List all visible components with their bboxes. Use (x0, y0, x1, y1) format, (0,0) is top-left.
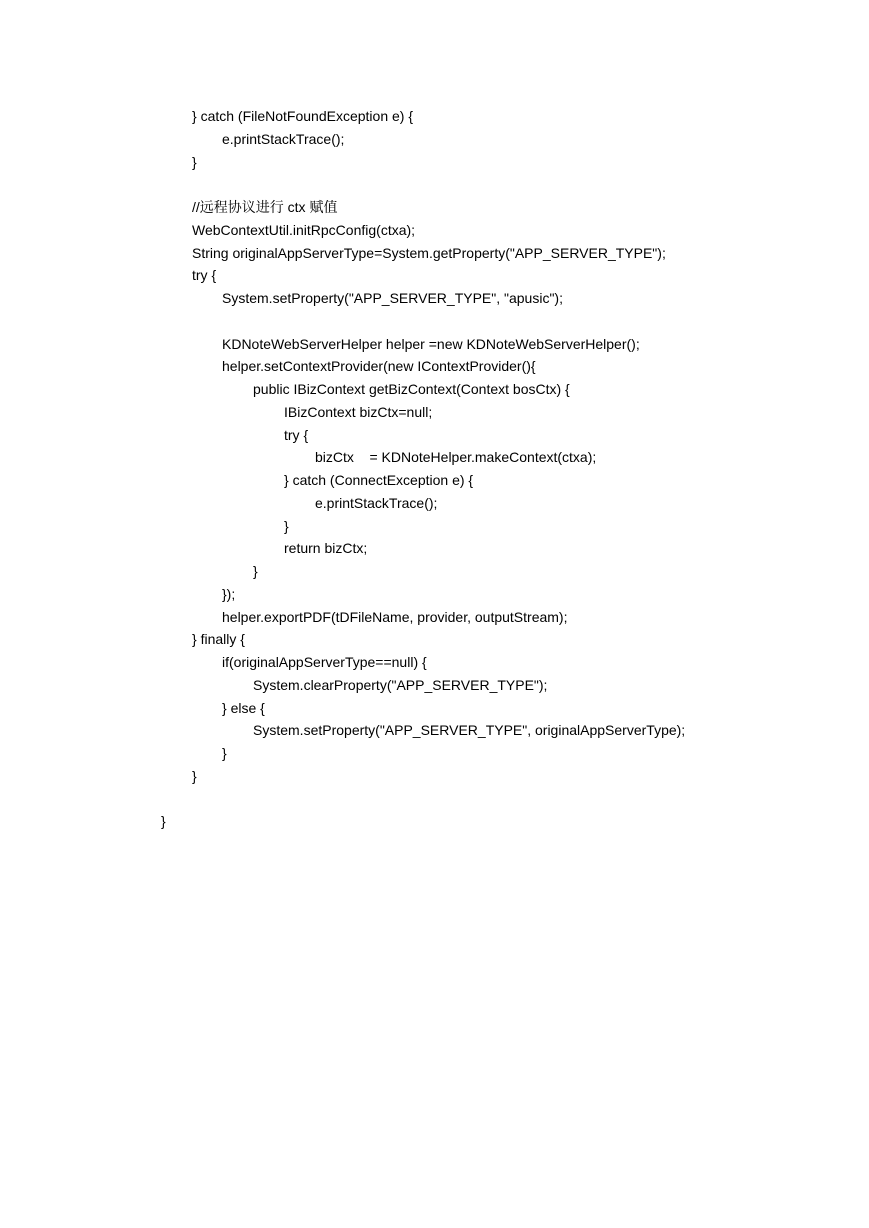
code-line (0, 333, 869, 356)
code-line-text: KDNoteWebServerHelper helper =new KDNoteWebServerHelper(); (222, 335, 640, 352)
code-line-text: bizCtx = KDNoteHelper.makeContext(ctxa); (315, 449, 597, 466)
code-line (0, 628, 869, 651)
code-line-text: } (284, 517, 289, 534)
code-line (0, 151, 869, 174)
code-line-text: System.setProperty("APP_SERVER_TYPE", "apusic"); (222, 290, 563, 306)
code-line (0, 355, 869, 378)
code-line-text: public IBizContext getBizContext(Context bosCtx) { (253, 381, 570, 397)
code-line-text: System.clearProperty("APP_SERVER_TYPE"); (253, 676, 548, 693)
code-line-text: IBizContext bizCtx=null; (284, 403, 433, 420)
code-line (0, 219, 869, 242)
code-line-text: }); (222, 585, 236, 602)
code-line (0, 105, 869, 128)
code-line-text: System.setProperty("APP_SERVER_TYPE", originalAppServerType); (253, 722, 686, 739)
code-line-text: } catch (ConnectException e) { (284, 472, 474, 488)
code-line-text: } (192, 153, 197, 170)
code-line (0, 515, 869, 538)
code-line-text: String originalAppServerType=System.getProperty("APP_SERVER_TYPE"); (192, 244, 666, 261)
code-block (0, 105, 869, 833)
code-line (0, 196, 869, 219)
code-line-text: } else { (222, 699, 265, 716)
code-line-text: try { (284, 426, 309, 443)
code-line-text: } (161, 813, 166, 830)
code-line-text: helper.exportPDF(tDFileName, provider, outputStream); (222, 608, 568, 625)
code-line-text: WebContextUtil.initRpcConfig(ctxa); (192, 221, 416, 238)
code-line (0, 651, 869, 674)
code-line (0, 424, 869, 447)
code-line-text: } (222, 745, 227, 761)
code-line (0, 401, 869, 424)
code-line (0, 310, 869, 333)
code-line (0, 742, 869, 765)
code-line-text: //远程协议进行 ctx 赋值 (192, 199, 338, 215)
code-line-text: e.printStackTrace(); (222, 130, 345, 147)
code-line (0, 469, 869, 492)
code-line-text: if(originalAppServerType==null) { (222, 654, 427, 670)
code-line (0, 287, 869, 310)
code-line (0, 583, 869, 606)
code-line-text: helper.setContextProvider(new IContextProvider(){ (222, 358, 536, 375)
code-line-text: try { (192, 267, 217, 284)
code-line (0, 128, 869, 151)
code-line-text: } (253, 563, 258, 579)
code-line (0, 537, 869, 560)
code-line (0, 810, 869, 833)
code-line (0, 242, 869, 265)
code-line (0, 446, 869, 469)
code-line (0, 560, 869, 583)
code-line (0, 173, 869, 196)
code-line (0, 492, 869, 515)
code-line (0, 719, 869, 742)
code-line (0, 788, 869, 811)
code-line (0, 674, 869, 697)
code-line-text: } (192, 767, 197, 784)
code-line (0, 697, 869, 720)
code-line-text: } finally { (192, 631, 245, 648)
code-line (0, 765, 869, 788)
code-line-text: e.printStackTrace(); (315, 494, 438, 511)
code-line-text: return bizCtx; (284, 540, 368, 557)
code-line-text: } catch (FileNotFoundException e) { (192, 108, 414, 124)
code-line (0, 264, 869, 287)
code-line (0, 378, 869, 401)
code-line (0, 606, 869, 629)
